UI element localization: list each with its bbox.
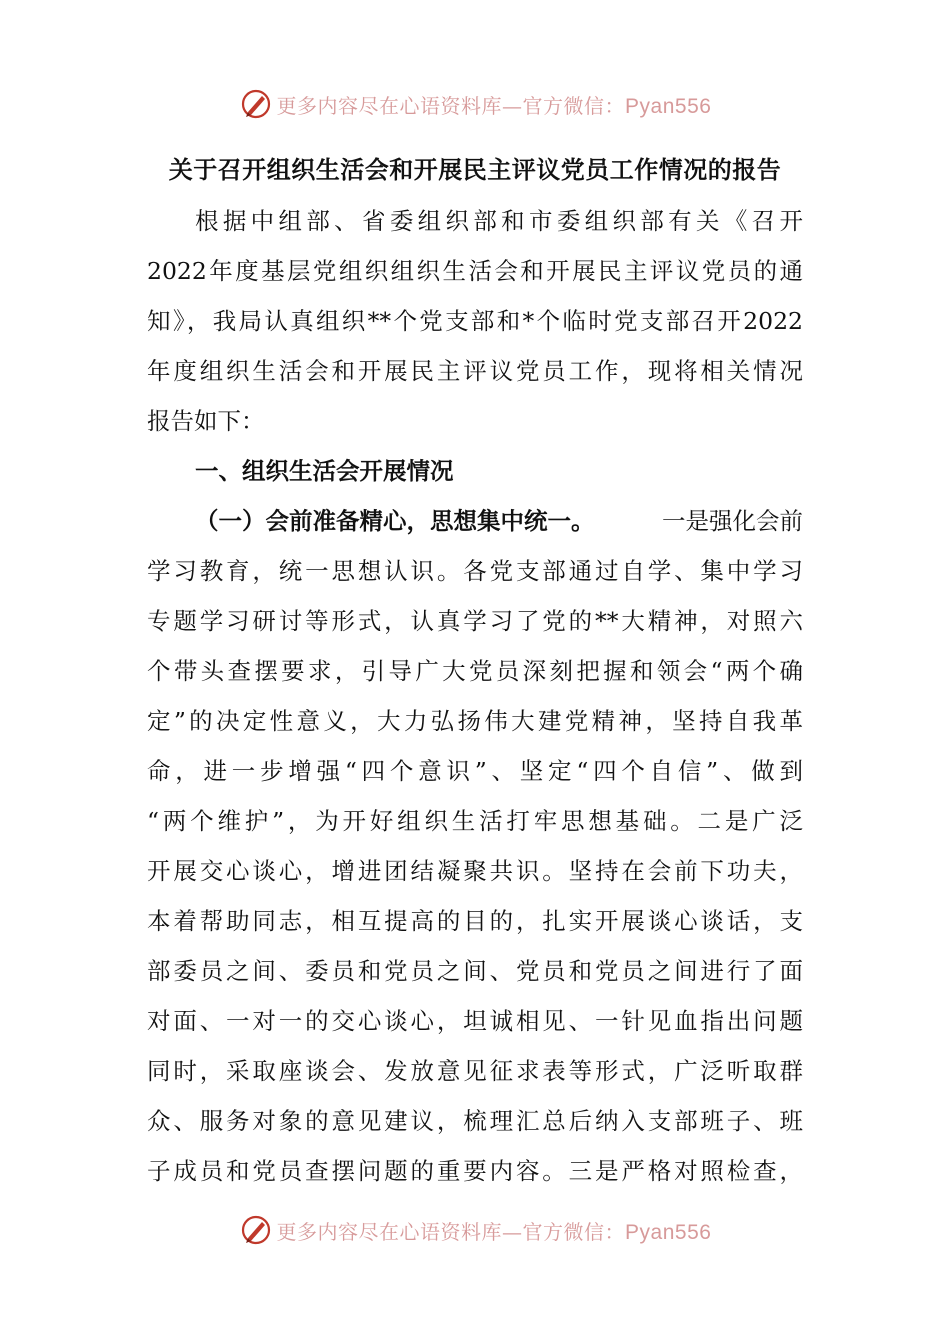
subsection-lead-text: 一是强化会前 <box>662 507 803 535</box>
paragraph-line: 学习教育，统一思想认识。各党支部通过自学、集中学习 <box>147 557 803 585</box>
paragraph-line: 知》，我局认真组织**个党支部和*个临时党支部召开2022 <box>147 307 803 335</box>
paragraph-line: 同时，采取座谈会、发放意见征求表等形式，广泛听取群 <box>147 1057 803 1085</box>
subsection-line <box>195 503 803 539</box>
paragraph-line: 定”的决定性意义，大力弘扬伟大建党精神，坚持自我革 <box>147 707 803 735</box>
pen-logo-icon <box>239 87 273 121</box>
paragraph-line: “两个维护”，为开好组织生活打牢思想基础。二是广泛 <box>147 807 803 835</box>
paragraph-line: 个带头查摆要求，引导广大党员深刻把握和领会“两个确 <box>147 657 803 685</box>
watermark-footer <box>0 1210 950 1250</box>
paragraph-line: 2022年度基层党组织组织生活会和开展民主评议党员的通 <box>147 257 803 285</box>
paragraph-line: 开展交心谈心，增进团结凝聚共识。坚持在会前下功夫， <box>147 857 803 885</box>
paragraph-line: 专题学习研讨等形式，认真学习了党的**大精神，对照六 <box>147 607 803 635</box>
paragraph-line: 众、服务对象的意见建议，梳理汇总后纳入支部班子、班 <box>147 1107 803 1135</box>
paragraph-line: 年度组织生活会和开展民主评议党员工作，现将相关情况 <box>147 357 803 385</box>
paragraph-line: 子成员和党员查摆问题的重要内容。三是严格对照检查， <box>147 1157 803 1185</box>
watermark-text: 更多内容尽在心语资料库—官方微信：Pyan556 <box>276 93 712 118</box>
paragraph-line: 根据中组部、省委组织部和市委组织部有关《召开 <box>195 207 803 235</box>
paragraph-line: 本着帮助同志，相互提高的目的，扎实开展谈心谈话，支 <box>147 907 803 935</box>
watermark-text: 更多内容尽在心语资料库—官方微信：Pyan556 <box>276 1219 712 1244</box>
pen-logo-icon <box>239 1213 273 1247</box>
watermark-header <box>0 84 950 124</box>
paragraph-line: 对面、一对一的交心谈心，坦诚相见、一针见血指出问题 <box>147 1007 803 1035</box>
paragraph-line: 部委员之间、委员和党员之间、党员和党员之间进行了面 <box>147 957 803 985</box>
paragraph-line: 命，进一步增强“四个意识”、坚定“四个自信”、做到 <box>147 757 803 785</box>
paragraph-line: 报告如下： <box>147 407 265 435</box>
section-heading: 一、组织生活会开展情况 <box>195 457 454 485</box>
subsection-heading: （一）会前准备精心，思想集中统一。 <box>195 507 595 535</box>
document-title: 关于召开组织生活会和开展民主评议党员工作情况的报告 <box>168 155 782 184</box>
